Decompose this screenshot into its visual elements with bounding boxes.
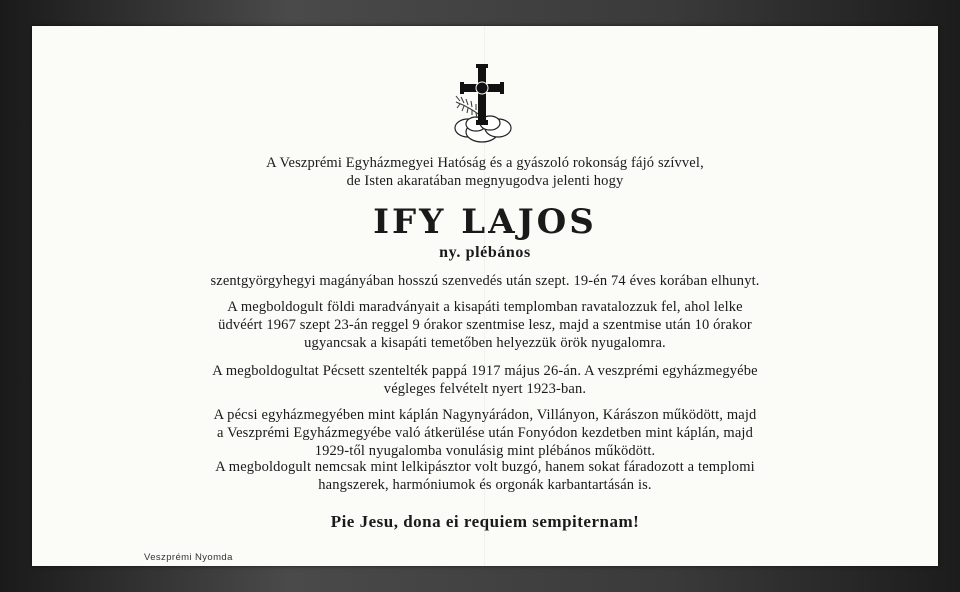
text-line: 1929-től nyugalomba vonulásig mint plébános működött. [314, 443, 656, 459]
paragraph-funeral [32, 298, 938, 352]
text-line: A megboldogult földi maradványait a kisapáti templomban ravatalozzuk fel, ahol lelke [227, 299, 743, 315]
text-line: végleges felvételt nyert 1923-ban. [383, 381, 587, 397]
text-line: A pécsi egyházmegyében mint káplán Nagynyárádon, Villányon, Kárászon működött, majd [213, 407, 757, 423]
text-line: A megboldogultat Pécsett szentelték pappá 1917 május 26-án. A veszprémi egyházmegyébe [212, 363, 758, 379]
text-line: a Veszprémi Egyházmegyébe való átkerülése után Fonyódon kezdetben mint káplán, majd [216, 425, 754, 441]
text-line: üdvéért 1967 szept 23-án reggel 9 órakor szentmise lesz, majd a szentmise után 10 órakor [218, 317, 752, 333]
paragraph-ordination [32, 362, 938, 398]
text-line: ugyancsak a kisapáti temetőben helyezzük örök nyugalomra. [304, 335, 666, 351]
text-line: hangszerek, harmóniumok és orgonák karbantartásán is. [318, 477, 652, 493]
paragraph-legacy [32, 458, 938, 494]
intro-line: de Isten akaratában megnyugodva jelenti hogy [346, 173, 624, 189]
intro-text [32, 154, 938, 190]
intro-line: A Veszprémi Egyházmegyei Hatóság és a gyászoló rokonság fájó szívvel, [266, 155, 704, 171]
printer-imprint: Veszprémi Nyomda [144, 552, 233, 563]
text-line: szentgyörgyhegyi magányában hosszú szenvedés után szept. 19-én 74 éves korában elhunyt. [210, 273, 760, 289]
cross-with-palm-and-clouds-icon [442, 62, 522, 146]
prayer-motto: Pie Jesu, dona ei requiem sempiternam! [330, 512, 640, 531]
death-notice-card [32, 26, 938, 566]
deceased-rank: ny. plébános [439, 244, 531, 261]
paragraph-death [32, 272, 938, 290]
deceased-name: IFY LAJOS [373, 202, 597, 242]
text-line: A megboldogult nemcsak mint lelkipásztor volt buzgó, hanem sokat fáradozott a templomi [215, 459, 755, 475]
paragraph-career [32, 406, 938, 460]
